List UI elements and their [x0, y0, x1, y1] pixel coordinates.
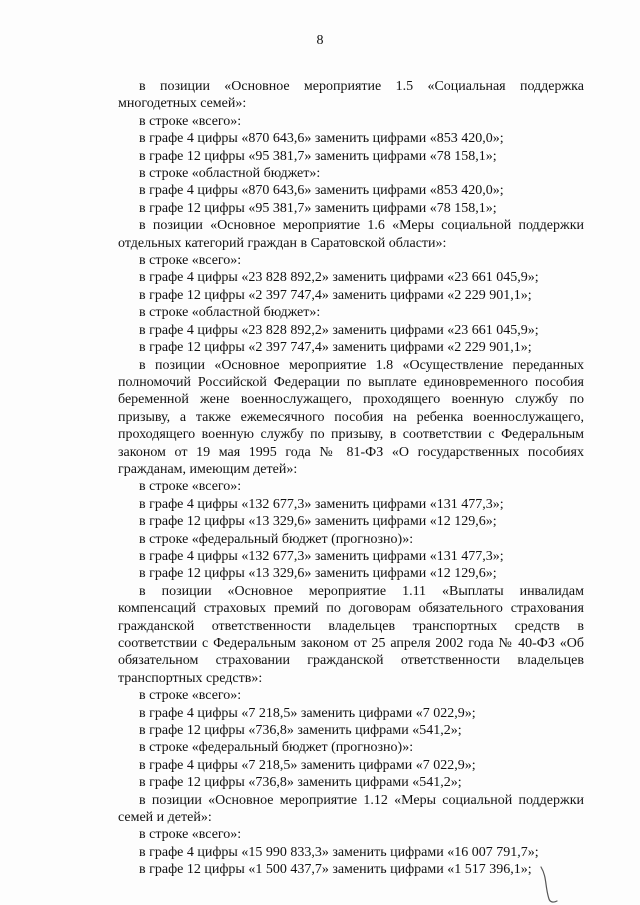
document-line: в строке «федеральный бюджет (прогнозно)»: [139, 740, 414, 756]
document-line: в графе 4 цифры «23 828 892,2» заменить цифрами «23 661 045,9»; [139, 270, 539, 286]
document-line: в графе 12 цифры «13 329,6» заменить цифрами «12 129,6»; [139, 514, 497, 530]
document-body [118, 78, 584, 879]
document-line: в строке «всего»: [139, 827, 242, 843]
document-paragraph: в позиции «Основное мероприятие 1.5 «Социальная поддержка многодетных семей»: [118, 79, 584, 112]
document-paragraph: в позиции «Основное мероприятие 1.6 «Меры социальной поддержки отдельных категорий граждан в Саратовской области»: [118, 218, 584, 251]
document-line: в графе 12 цифры «736,8» заменить цифрами «541,2»; [139, 775, 462, 791]
document-paragraph: в позиции «Основное мероприятие 1.12 «Меры социальной поддержки семей и детей»: [118, 792, 584, 826]
document-line: в графе 12 цифры «95 381,7» заменить цифрами «78 158,1»; [139, 148, 497, 164]
document-line: в графе 12 цифры «13 329,6» заменить цифрами «12 129,6»; [139, 566, 497, 582]
document-line: в графе 12 цифры «2 397 747,4» заменить цифрами «2 229 901,1»; [139, 287, 532, 303]
document-line: в графе 4 цифры «870 643,6» заменить цифрами «853 420,0»; [139, 183, 504, 199]
document-paragraph: в позиции «Основное мероприятие 1.11 «Выплаты инвалидам компенсаций страховых премий по договорам обязательного страхования гражданской ответственности владельцев транспортных средств в соответствии с Федеральным законом от 25 апреля 2002 года № 40-ФЗ «Об обязательном страховании гражданской ответственности владельцев транспортных средств»: [118, 583, 584, 686]
document-line: в графе 12 цифры «95 381,7» заменить цифрами «78 158,1»; [139, 200, 497, 216]
document-line: в строке «всего»: [139, 253, 242, 269]
document-line: в строке «областной бюджет»: [139, 305, 321, 321]
document-line: в графе 4 цифры «132 677,3» заменить цифрами «131 477,3»; [139, 496, 504, 512]
document-line: в графе 4 цифры «870 643,6» заменить цифрами «853 420,0»; [139, 131, 504, 147]
document-line: в графе 4 цифры «15 990 833,3» заменить цифрами «16 007 791,7»; [139, 844, 539, 860]
document-line: в графе 12 цифры «2 397 747,4» заменить цифрами «2 229 901,1»; [139, 340, 532, 356]
page-number: 8 [316, 33, 324, 48]
document-line: в строке «всего»: [139, 479, 242, 495]
document-line: в графе 4 цифры «23 828 892,2» заменить цифрами «23 661 045,9»; [139, 322, 539, 338]
document-line: в графе 12 цифры «1 500 437,7» заменить цифрами «1 517 396,1»; [139, 862, 532, 878]
document-line: в строке «всего»: [139, 688, 242, 704]
document-line: в строке «областной бюджет»: [139, 166, 321, 182]
document-line: в строке «федеральный бюджет (прогнозно)»: [139, 531, 414, 547]
document-line: в графе 4 цифры «7 218,5» заменить цифрами «7 022,9»; [139, 705, 476, 721]
document-line: в строке «всего»: [139, 113, 242, 129]
document-line: в графе 12 цифры «736,8» заменить цифрами «541,2»; [139, 723, 462, 739]
pen-mark-icon [535, 865, 565, 905]
document-line: в графе 4 цифры «7 218,5» заменить цифрами «7 022,9»; [139, 757, 476, 773]
document-line: в графе 4 цифры «132 677,3» заменить цифрами «131 477,3»; [139, 548, 504, 564]
document-paragraph: в позиции «Основное мероприятие 1.8 «Осуществление переданных полномочий Российской Федерации по выплате единовременного пособия беременной жене военнослужащего, проходящего военную службу по призыву, а также ежемесячного пособия на ребенка военнослужащего, проходящего военную службу по призыву, в соответствии с Федеральным законом от 19 мая 1995 года № 81-ФЗ «О государственных пособиях гражданам, имеющим детей»: [118, 357, 584, 477]
